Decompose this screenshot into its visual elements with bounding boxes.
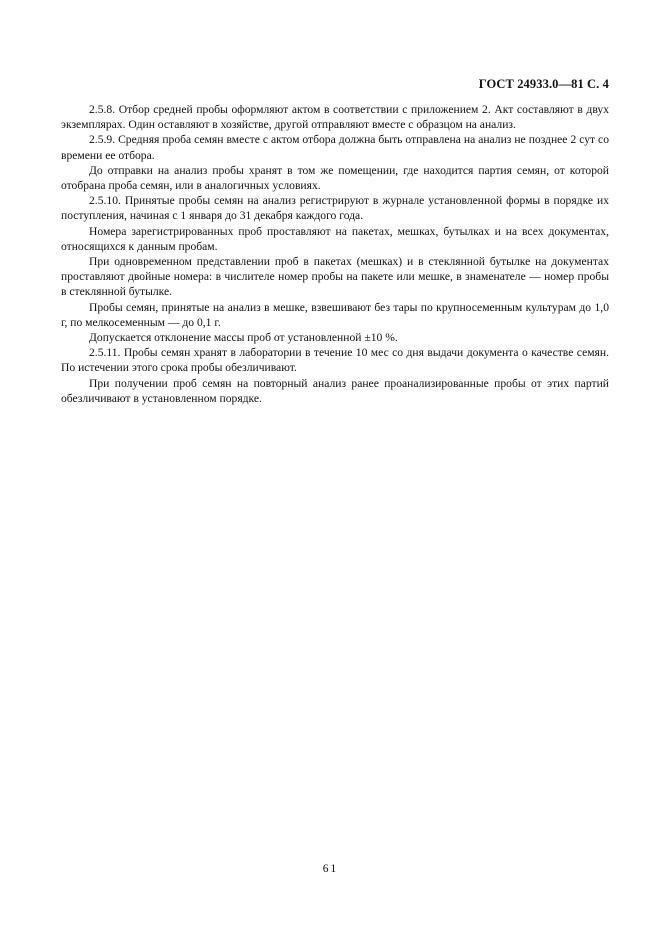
paragraph-storage-before-dispatch: До отправки на анализ пробы хранят в том же помещении, где находится партия семян, от которой отобрана проба семян, или в аналогичных условиях.	[61, 163, 609, 193]
document-body	[61, 102, 609, 406]
paragraph-2-5-9: 2.5.9. Средняя проба семян вместе с актом отбора должна быть отправлена на анализ не позднее 2 сут со времени ее отбора.	[61, 133, 609, 162]
paragraph-repeat-analysis: При получении проб семян на повторный анализ ранее проанализированные пробы от этих партий обезличивают в установленном порядке.	[61, 376, 609, 405]
paragraph-double-numbers: При одновременном представлении проб в пакетах (мешках) и в стеклянной бутылке на документах проставляют двойные номера: в числителе номер пробы на пакете или мешке, в знаменателе — номер пробы в стеклянной бутылке.	[61, 255, 609, 299]
paragraph-weighing: Пробы семян, принятые на анализ в мешке, взвешивают без тары по крупносеменным культурам до 1,0 г, по мелкосеменным — до 0,1 г.	[61, 300, 609, 329]
paragraph-sample-numbers: Номера зарегистрированных проб проставляют на пакетах, мешках, бутылках и на всех документах, относящихся к данным пробам.	[61, 224, 609, 253]
paragraph-2-5-11: 2.5.11. Пробы семян хранят в лаборатории в течение 10 мес со дня выдачи документа о качестве семян. По истечении этого срока пробы обезличивают.	[61, 346, 609, 375]
page-header: ГОСТ 24933.0—81 С. 4	[478, 77, 609, 91]
paragraph-mass-tolerance: Допускается отклонение массы проб от установленной ±10 %.	[89, 331, 398, 345]
page-number: 61	[322, 863, 339, 875]
paragraph-2-5-10: 2.5.10. Принятые пробы семян на анализ регистрируют в журнале установленной формы в порядке их поступления, начиная с 1 января до 31 декабря каждого года.	[61, 194, 609, 223]
paragraph-2-5-8: 2.5.8. Отбор средней пробы оформляют актом в соответствии с приложением 2. Акт составляют в двух экземплярах. Один оставляют в хозяйстве, другой отправляют вместе с образцом на анализ.	[61, 103, 609, 132]
